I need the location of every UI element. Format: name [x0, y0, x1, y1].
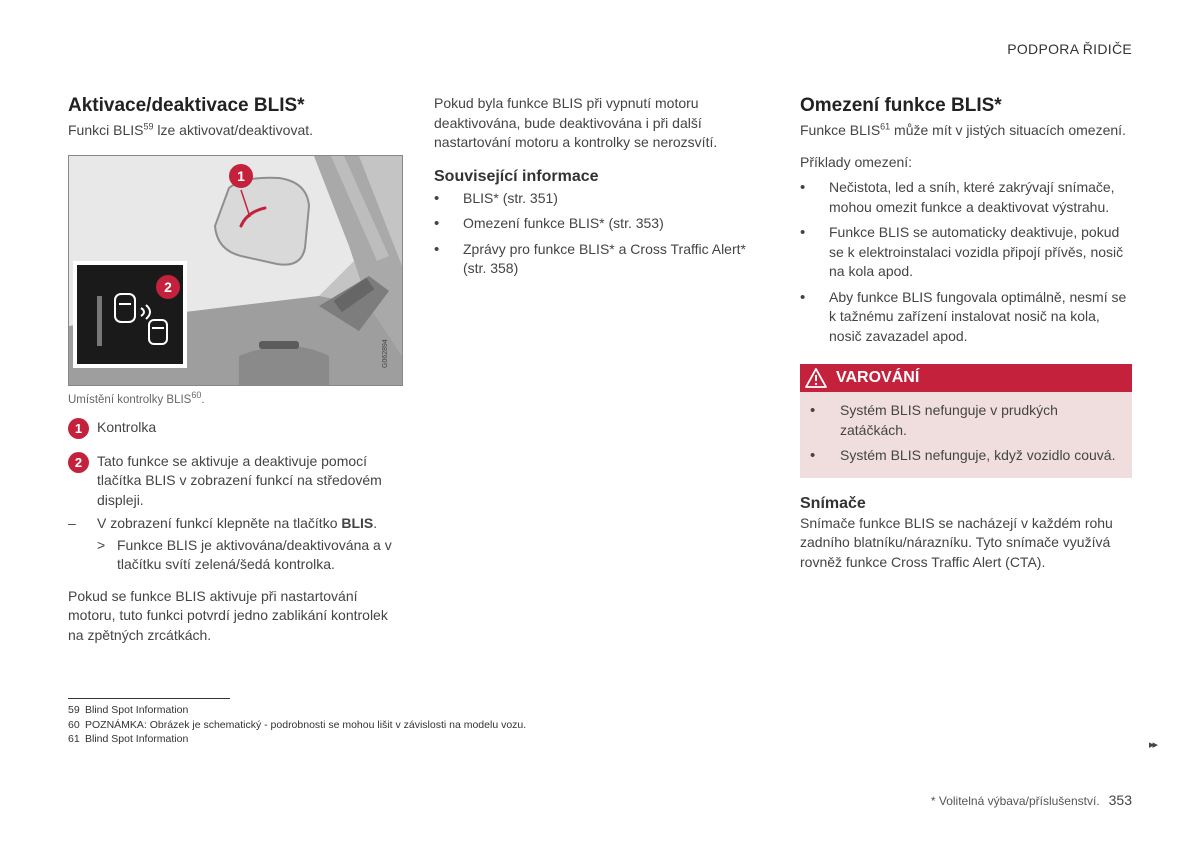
image-code: G062894 [382, 338, 389, 368]
related-info-heading: Související informace [434, 167, 599, 185]
callout-2-label: 2 [164, 278, 172, 295]
numbered-item-1: 1 Kontrolka [68, 418, 403, 439]
status-bar [97, 296, 102, 346]
limitation-item: • Funkce BLIS se automaticky deaktivuje, pokud se k elektroinstalaci vozidla připojí přívěs, nosič na kola apod. [800, 223, 1132, 282]
instruction-result: > Funkce BLIS je aktivována/deaktivována a v tlačítku svítí zelená/šedá kontrolka. [97, 536, 392, 572]
related-link-limitations[interactable]: • Omezení funkce BLIS* (str. 353) [434, 214, 764, 234]
number-badge-2: 2 [68, 452, 89, 473]
examples-label: Příklady omezení: [800, 153, 913, 170]
closing-paragraph: Pokud se funkce BLIS aktivuje při nastartování motoru, tuto funkci potvrdí jedno zablikání kontrolek na zpětných zrcátkách. [68, 587, 388, 643]
instruction-step: – V zobrazení funkcí klepněte na tlačítko BLIS. [68, 515, 378, 531]
warning-box [800, 364, 1132, 478]
sensors-heading: Snímače [800, 494, 866, 512]
related-link-messages[interactable]: • Zprávy pro funkce BLIS* a Cross Traffic Alert* (str. 358) [434, 240, 764, 279]
next-page-icon[interactable]: ▸▸ [1149, 739, 1157, 751]
numbered-item-2: 2 Tato funkce se aktivuje a deaktivuje pomocí tlačítka BLIS v zobrazení funkcí na středovém displeji. [68, 452, 403, 511]
related-info-list [434, 189, 764, 279]
column-middle [434, 94, 764, 279]
blis-location-figure [68, 155, 403, 386]
limitations-list [800, 178, 1132, 346]
column-activation [68, 94, 403, 645]
warning-body [800, 392, 1132, 478]
column-limitations [800, 94, 1132, 572]
section-title: PODPORA ŘIDIČE [1007, 41, 1132, 57]
limitation-item: • Aby funkce BLIS fungovala optimálně, nesmí se k tažnému zařízení instalovat nosič na kola, nosič zavazadel apod. [800, 288, 1132, 347]
footnote-divider [68, 698, 230, 699]
warning-list [810, 401, 1122, 466]
deactivation-paragraph: Pokud byla funkce BLIS při vypnutí motoru deaktivována, bude deaktivována i při další nastartování motoru a kontrolky se nerozsvítí. [434, 95, 718, 150]
related-link-blis[interactable]: • BLIS* (str. 351) [434, 189, 764, 209]
callout-1-label: 1 [237, 167, 245, 184]
footnote-ref-59: 59 [143, 121, 154, 132]
blis-button-ref: BLIS [341, 515, 374, 531]
footnotes [68, 703, 526, 747]
sensors-paragraph: Snímače funkce BLIS se nacházejí v každém rohu zadního blatníku/nárazníku. Tyto snímače využívá rovněž funkce Cross Traffic Alert (CTA). [800, 514, 1113, 570]
warning-header [800, 364, 1132, 392]
warning-triangle-icon [804, 367, 828, 389]
number-badge-1: 1 [68, 418, 89, 439]
page-number: 353 [1108, 792, 1132, 808]
footnote-61: 61 Blind Spot Information [68, 733, 189, 745]
intro-limitations: Funkce BLIS$^{61}$ může mít v jistých situacích omezení. [800, 121, 1126, 138]
figure-caption: Umístění kontrolky BLIS$^{60}$. [68, 389, 205, 406]
door-handle [259, 341, 299, 349]
side-mirror [215, 177, 309, 264]
limitation-item: • Nečistota, led a sníh, které zakrývají snímače, mohou omezit funkce a deaktivovat výstrahu. [800, 178, 1132, 217]
page-footer [931, 792, 1132, 808]
footnote-ref-61: 61 [880, 121, 891, 132]
heading-limitations: Omezení funkce BLIS* [800, 95, 1002, 116]
warning-title: VAROVÁNÍ [836, 369, 920, 386]
warning-item: • Systém BLIS nefunguje, když vozidlo couvá. [810, 446, 1122, 466]
optional-equipment-note: * Volitelná výbava/příslušenství. [930, 794, 1100, 808]
footnote-59: 59 Blind Spot Information [68, 704, 189, 716]
heading-activation: Aktivace/deaktivace BLIS* [68, 95, 305, 116]
car-interior-illustration [69, 156, 402, 385]
warning-item: • Systém BLIS nefunguje v prudkých zatáčkách. [810, 401, 1122, 440]
intro-activation: Funkci BLIS$^{59}$ lze aktivovat/deaktivovat. [68, 121, 314, 138]
footnote-60: 60 POZNÁMKA: Obrázek je schematický - podrobnosti se mohou lišit v závislosti na modelu vozu. [68, 718, 527, 731]
